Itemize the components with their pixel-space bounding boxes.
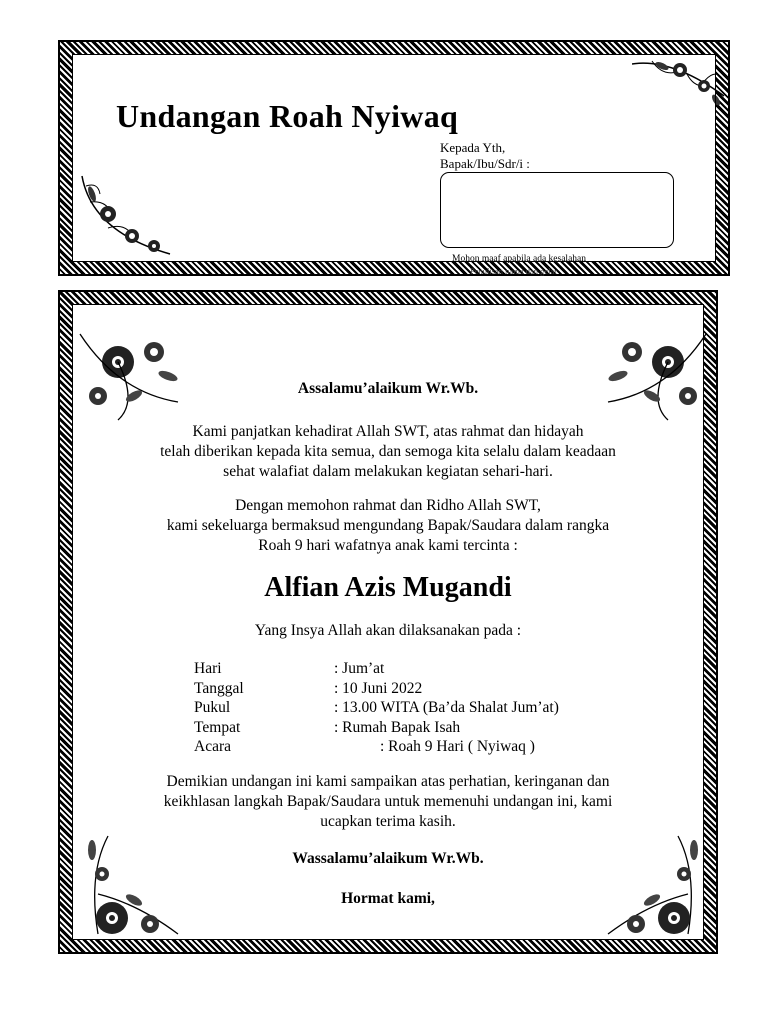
greeting: Assalamu’alaikum Wr.Wb.	[297, 380, 479, 397]
signoff: Hormat kami,	[341, 890, 435, 907]
letter-body	[72, 380, 704, 398]
signoff-block	[72, 890, 704, 908]
recipient-label: Kepada Yth, Bapak/Ibu/Sdr/i :	[440, 140, 530, 171]
paragraph-closing: Demikian undangan ini kami sampaikan atas perhatian, keringanan dan keikhlasan langkah Bapak/Saudara untuk memenuhi undangan ini, kami ucapkan terima kasih.	[163, 773, 613, 830]
recipient-name-box	[440, 172, 674, 248]
details-intro: Yang Insya Allah akan dilaksanakan pada :	[254, 622, 522, 639]
envelope-title: Undangan Roah Nyiwaq	[116, 98, 459, 134]
floral-corner-top-right-icon	[598, 332, 708, 424]
floral-corner-bottom-left-icon	[78, 172, 174, 258]
floral-corner-top-left-icon	[78, 332, 188, 424]
envelope-card	[58, 40, 730, 276]
farewell-block	[72, 850, 704, 868]
details-intro-block	[72, 622, 704, 640]
invitation-letter: Assalamu’alaikum Wr.Wb. Kami panjatkan kehadirat Allah SWT, atas rahmat dan hidayah telah diberikan kepada kita semua, dan semoga kita selalu dalam keadaan sehat walafiat dalam melakukan kegiatan sehari-hari. Dengan memohon rahmat dan Ridho Allah SWT, kami sekeluarga bermaksud mengundang Bapak/Saudara dalam rangka Roah 9 hari wafatnya anak kami tercinta : Alfian Azis Mugandi Yang Insya Allah akan dilaksanakan pada : Hari : Jum’at Tanggal : 10 Juni 2022 Pukul : 13.00 WITA (Ba’da Shalat Jum’at) Tempat : Rumah Bapak Isah Acara : Roah 9 Hari ( Nyiwaq ) Demikian undangan ini kami sampaikan atas perhatian, keringanan dan keikhlasan langkah Bapak/Saudara untuk memenuhi undangan ini, kami ucapkan terima kasih. Wassalamu’alaikum Wr.Wb. Hormat kami,	[58, 290, 718, 954]
paragraph-invitation: Dengan memohon rahmat dan Ridho Allah SWT, kami sekeluarga bermaksud mengundang Bapak/Saudara dalam rangka Roah 9 hari wafatnya anak kami tercinta :	[166, 497, 610, 554]
floral-corner-top-right-icon	[632, 56, 728, 116]
farewell: Wassalamu’alaikum Wr.Wb.	[292, 850, 484, 867]
deceased-name: Alfian Azis Mugandi	[264, 572, 512, 603]
paragraph-gratitude: Kami panjatkan kehadirat Allah SWT, atas rahmat dan hidayah telah diberikan kepada kita semua, dan semoga kita selalu dalam keadaan sehat walafiat dalam melakukan kegiatan sehari-hari.	[160, 423, 616, 480]
apology-note-secondary: Penulisan nama dan gelar	[470, 266, 558, 276]
deceased-name-block	[72, 572, 704, 604]
apology-note: Mohon maaf apabila ada kesalahan	[452, 254, 586, 264]
